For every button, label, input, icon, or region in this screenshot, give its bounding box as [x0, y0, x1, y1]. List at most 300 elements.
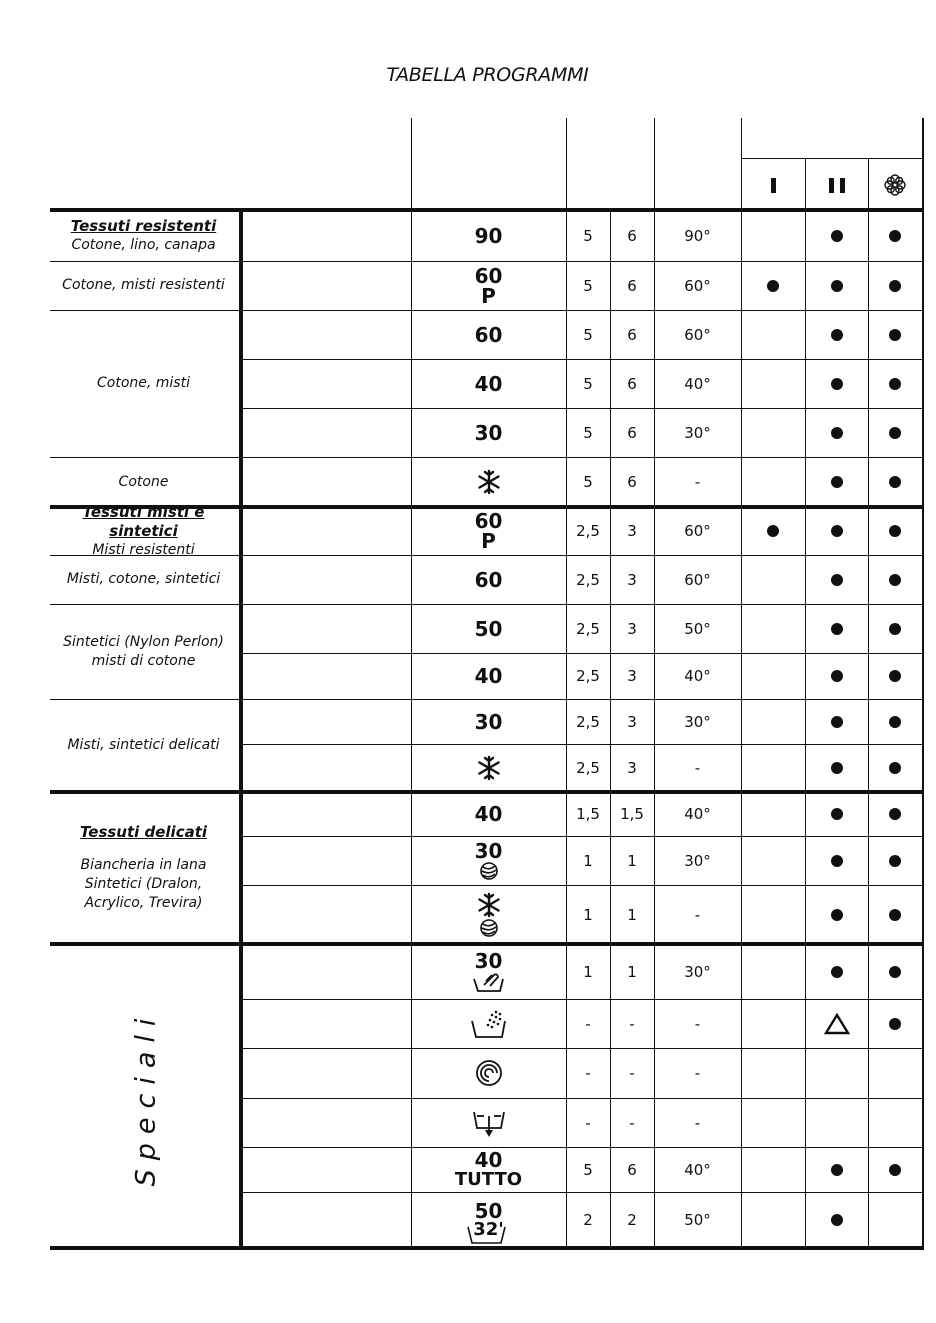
temperature-20	[654, 1192, 741, 1248]
load-cotton-3	[566, 359, 610, 408]
programme-code-10	[411, 699, 566, 744]
compartment-p3-10	[868, 699, 922, 744]
filled-dot-icon	[831, 574, 843, 586]
programme-code-14	[411, 885, 566, 944]
load-cotton-5	[566, 457, 610, 507]
load-cotton-18	[566, 1098, 610, 1147]
compartment-p1-11	[741, 744, 805, 792]
filled-dot-icon	[889, 762, 901, 774]
load-cotton-11	[566, 744, 610, 792]
programme-number: 90	[474, 223, 503, 248]
spin-icon	[475, 1059, 503, 1087]
programme-number: 60	[474, 263, 503, 288]
load-value: 1	[627, 905, 637, 924]
temperature-value: 40°	[684, 667, 711, 685]
load-cotton-17	[566, 1048, 610, 1098]
compartment-p1-5	[741, 457, 805, 507]
temperature-value: -	[694, 905, 701, 924]
filled-dot-icon	[831, 378, 843, 390]
load-value: 2,5	[576, 522, 600, 540]
category-text: Misti, sintetici delicati	[67, 737, 220, 753]
compartment-p2-5	[805, 457, 868, 507]
compartment-p2-19	[805, 1147, 868, 1192]
temperature-value: 90°	[684, 226, 711, 245]
filled-dot-icon	[889, 623, 901, 635]
programme-number: 30	[474, 420, 503, 445]
temperature-19	[654, 1147, 741, 1192]
filled-dot-icon	[889, 909, 901, 921]
load-value: 6	[627, 276, 637, 295]
load-value: 3	[627, 759, 637, 777]
filled-dot-icon	[831, 230, 843, 242]
filled-dot-icon	[831, 909, 843, 921]
compartment-p2-18	[805, 1098, 868, 1147]
compartment-p2-13	[805, 836, 868, 885]
compartment-p2-11	[805, 744, 868, 792]
programme-code-20	[411, 1192, 566, 1248]
compartment-p1-19	[741, 1147, 805, 1192]
category-heading: Tessuti misti e sintetici	[82, 502, 205, 540]
load-value: 5	[583, 423, 593, 442]
compartment-p1-10	[741, 699, 805, 744]
load-cotton-12	[566, 792, 610, 836]
temperature-18	[654, 1098, 741, 1147]
load-cotton-6	[566, 507, 610, 555]
compartment-p1-18	[741, 1098, 805, 1147]
filled-dot-icon	[889, 1164, 901, 1176]
programme-code-0	[411, 210, 566, 261]
load-value: 5	[583, 276, 593, 295]
temperature-value: 30°	[684, 423, 711, 442]
compartment-p2-10	[805, 699, 868, 744]
load-max-15	[610, 944, 654, 999]
load-value: 3	[627, 570, 637, 589]
programme-number: 40	[474, 371, 503, 396]
programme-number: 40	[474, 1147, 503, 1172]
filled-dot-icon	[831, 329, 843, 341]
category-6	[50, 604, 237, 699]
load-value: -	[585, 1014, 591, 1033]
load-max-17	[610, 1048, 654, 1098]
compartment-p3-19	[868, 1147, 922, 1192]
load-cotton-10	[566, 699, 610, 744]
load-value: 5	[583, 325, 593, 344]
temperature-1	[654, 261, 741, 310]
wool-icon	[478, 861, 500, 881]
load-cotton-19	[566, 1147, 610, 1192]
category-text: Cotone, lino, canapa	[71, 236, 216, 253]
compartment-p1-1	[741, 261, 805, 310]
compartment-p1-8	[741, 604, 805, 653]
compartment-p3-18	[868, 1098, 922, 1147]
header-sub-line	[741, 158, 924, 159]
programme-code-7	[411, 555, 566, 604]
temperature-6	[654, 507, 741, 555]
compartment-p2-8	[805, 604, 868, 653]
load-value: 1	[583, 962, 593, 981]
load-value: -	[629, 1064, 635, 1082]
load-value: 6	[627, 226, 637, 245]
load-value: 3	[627, 619, 637, 638]
compartment-p3-16	[868, 999, 922, 1048]
filled-dot-icon	[831, 476, 843, 488]
category-4	[50, 502, 237, 558]
filled-dot-icon	[767, 525, 779, 537]
temperature-9	[654, 653, 741, 699]
temperature-13	[654, 836, 741, 885]
compartment-p1-13	[741, 836, 805, 885]
category-text: Cotone	[118, 473, 169, 490]
filled-dot-icon	[831, 808, 843, 820]
load-max-1	[610, 261, 654, 310]
category-5	[50, 555, 237, 604]
category-3	[50, 457, 237, 507]
load-value: -	[585, 1113, 591, 1132]
category-text: Biancheria in lana Sintetici (Dralon, Acrylico, Trevira)	[80, 857, 207, 911]
compartment-p3-0	[868, 210, 922, 261]
filled-dot-icon	[831, 280, 843, 292]
compartment-p3-15	[868, 944, 922, 999]
filled-dot-icon	[767, 280, 779, 292]
filled-dot-icon	[831, 1214, 843, 1226]
category-0	[50, 210, 237, 261]
rinse-icon	[470, 1009, 508, 1039]
compartment-p3-3	[868, 359, 922, 408]
load-value: 2	[627, 1211, 637, 1229]
handwash-icon	[472, 971, 506, 993]
temperature-value: 60°	[684, 276, 711, 295]
compartment-p3-8	[868, 604, 922, 653]
compartment-p2-20	[805, 1192, 868, 1248]
header-col-2	[805, 160, 868, 210]
compartment-p2-1	[805, 261, 868, 310]
programme-code-16	[411, 999, 566, 1048]
load-max-13	[610, 836, 654, 885]
programme-code-11	[411, 744, 566, 792]
compartment-p3-5	[868, 457, 922, 507]
load-cotton-16	[566, 999, 610, 1048]
programme-code-2	[411, 310, 566, 359]
compartment-p2-14	[805, 885, 868, 944]
category-text: Cotone, misti	[97, 375, 190, 391]
load-max-4	[610, 408, 654, 457]
temperature-value: 40°	[684, 374, 711, 393]
load-max-5	[610, 457, 654, 507]
load-value: 1	[627, 851, 637, 870]
load-max-0	[610, 210, 654, 261]
load-cotton-1	[566, 261, 610, 310]
compartment-p3-12	[868, 792, 922, 836]
filled-dot-icon	[831, 1164, 843, 1176]
compartment-p2-7	[805, 555, 868, 604]
load-value: 5	[583, 473, 593, 491]
filled-dot-icon	[889, 280, 901, 292]
temperature-15	[654, 944, 741, 999]
filled-dot-icon	[889, 378, 901, 390]
snowflake-icon	[476, 469, 502, 495]
filled-dot-icon	[889, 574, 901, 586]
header-col-1	[741, 160, 805, 210]
filled-dot-icon	[831, 762, 843, 774]
compartment-p2-3	[805, 359, 868, 408]
programme-number: 30	[474, 838, 503, 863]
compartment-p3-7	[868, 555, 922, 604]
load-value: 6	[627, 423, 637, 442]
programme-number: 50	[474, 616, 503, 641]
programme-number: 40	[474, 664, 503, 688]
category-8	[50, 792, 237, 944]
compartment-p2-2	[805, 310, 868, 359]
compartment-p3-1	[868, 261, 922, 310]
compartment-p2-4	[805, 408, 868, 457]
load-value: 5	[583, 1160, 593, 1179]
load-cotton-7	[566, 555, 610, 604]
compartment-p1-17	[741, 1048, 805, 1098]
compartment-p3-9	[868, 653, 922, 699]
load-value: 2,5	[576, 570, 600, 589]
programme-code-19	[411, 1147, 566, 1192]
load-max-16	[610, 999, 654, 1048]
temperature-11	[654, 744, 741, 792]
load-value: 6	[627, 374, 637, 393]
programme-code-13	[411, 836, 566, 885]
wool-icon	[478, 918, 500, 938]
load-value: 1,5	[576, 805, 600, 823]
compartment-p1-14	[741, 885, 805, 944]
load-max-2	[610, 310, 654, 359]
load-value: 2	[583, 1211, 593, 1229]
programme-number: 60	[474, 509, 503, 533]
temperature-10	[654, 699, 741, 744]
compartment-p3-20	[868, 1192, 922, 1248]
temperature-value: 40°	[684, 1160, 711, 1179]
programme-sub: P	[481, 283, 496, 308]
compartment-p1-15	[741, 944, 805, 999]
load-value: 3	[627, 712, 637, 731]
filled-dot-icon	[831, 525, 843, 537]
load-max-18	[610, 1098, 654, 1147]
load-value: 3	[627, 522, 637, 540]
load-cotton-13	[566, 836, 610, 885]
header-divider	[922, 118, 924, 210]
temperature-value: 50°	[684, 619, 711, 638]
load-max-14	[610, 885, 654, 944]
load-value: 6	[627, 473, 637, 491]
load-value: 1	[627, 962, 637, 981]
filled-dot-icon	[889, 329, 901, 341]
programme-number: 40	[474, 802, 503, 826]
single-bar-icon	[771, 178, 776, 193]
load-cotton-8	[566, 604, 610, 653]
compartment-p1-20	[741, 1192, 805, 1248]
compartment-p1-6	[741, 507, 805, 555]
temperature-0	[654, 210, 741, 261]
load-value: 2,5	[576, 759, 600, 777]
load-value: 6	[627, 325, 637, 344]
load-cotton-15	[566, 944, 610, 999]
compartment-p1-0	[741, 210, 805, 261]
load-cotton-20	[566, 1192, 610, 1248]
load-value: 1,5	[620, 805, 644, 823]
load-max-10	[610, 699, 654, 744]
filled-dot-icon	[889, 670, 901, 682]
temperature-value: -	[694, 759, 701, 777]
category-text: Misti resistenti	[92, 541, 195, 558]
filled-dot-icon	[831, 966, 843, 978]
temperature-value: 60°	[684, 570, 711, 589]
compartment-p3-14	[868, 885, 922, 944]
triangle-icon	[824, 1013, 850, 1035]
filled-dot-icon	[889, 230, 901, 242]
header-divider	[411, 118, 412, 210]
category-2	[50, 310, 237, 457]
page-title: TABELLA PROGRAMMI	[386, 64, 589, 86]
programme-number: 60	[474, 567, 503, 592]
compartment-p3-17	[868, 1048, 922, 1098]
temperature-7	[654, 555, 741, 604]
load-cotton-2	[566, 310, 610, 359]
programme-code-4	[411, 408, 566, 457]
programme-code-3	[411, 359, 566, 408]
temperature-value: -	[694, 1113, 701, 1132]
filled-dot-icon	[831, 670, 843, 682]
load-max-3	[610, 359, 654, 408]
filled-dot-icon	[831, 427, 843, 439]
flower-icon	[883, 173, 907, 197]
load-max-12	[610, 792, 654, 836]
programme-code-1	[411, 261, 566, 310]
temperature-12	[654, 792, 741, 836]
temperature-14	[654, 885, 741, 944]
snowflake-icon	[476, 755, 502, 781]
temperature-value: 40°	[684, 805, 711, 823]
filled-dot-icon	[831, 716, 843, 728]
load-value: 1	[583, 905, 593, 924]
load-max-19	[610, 1147, 654, 1192]
compartment-p3-4	[868, 408, 922, 457]
programme-number: 50	[474, 1199, 503, 1223]
temperature-5	[654, 457, 741, 507]
compartment-p2-0	[805, 210, 868, 261]
load-cotton-0	[566, 210, 610, 261]
special-label: Speciali	[130, 1009, 162, 1187]
programme-code-6	[411, 507, 566, 555]
programme-code-9	[411, 653, 566, 699]
snowflake-icon	[476, 892, 502, 918]
programme-code-5	[411, 457, 566, 507]
temperature-value: 30°	[684, 962, 711, 981]
compartment-p2-15	[805, 944, 868, 999]
load-value: -	[629, 1014, 635, 1033]
category-text: Sintetici (Nylon Perlon) misti di cotone	[63, 633, 224, 669]
quick-time: 32'	[473, 1219, 504, 1240]
category-1	[50, 261, 237, 310]
drain-icon	[472, 1108, 506, 1138]
programme-code-17	[411, 1048, 566, 1098]
category-heading: Tessuti delicati	[79, 823, 208, 841]
temperature-value: -	[694, 473, 701, 491]
programme-number: 60	[474, 322, 503, 347]
filled-dot-icon	[889, 525, 901, 537]
category-heading: Tessuti resistenti	[70, 216, 217, 235]
compartment-p1-2	[741, 310, 805, 359]
temperature-value: 60°	[684, 522, 711, 540]
load-max-11	[610, 744, 654, 792]
filled-dot-icon	[889, 427, 901, 439]
filled-dot-icon	[889, 966, 901, 978]
load-max-9	[610, 653, 654, 699]
load-max-8	[610, 604, 654, 653]
compartment-p1-7	[741, 555, 805, 604]
compartment-p2-12	[805, 792, 868, 836]
category-text: Misti, cotone, sintetici	[66, 571, 221, 587]
temperature-value: 30°	[684, 712, 711, 731]
temperature-value: 30°	[684, 851, 711, 870]
load-value: 2,5	[576, 619, 600, 638]
filled-dot-icon	[889, 716, 901, 728]
filled-dot-icon	[831, 623, 843, 635]
load-max-6	[610, 507, 654, 555]
load-max-7	[610, 555, 654, 604]
temperature-16	[654, 999, 741, 1048]
temperature-2	[654, 310, 741, 359]
compartment-p2-16	[805, 999, 868, 1048]
filled-dot-icon	[889, 808, 901, 820]
programme-sub: P	[481, 529, 496, 553]
compartment-p2-17	[805, 1048, 868, 1098]
load-value: 6	[627, 1160, 637, 1179]
compartment-p3-6	[868, 507, 922, 555]
load-max-20	[610, 1192, 654, 1248]
filled-dot-icon	[889, 855, 901, 867]
temperature-value: 50°	[684, 1211, 711, 1229]
programme-number: 30	[474, 948, 503, 973]
category-text: Cotone, misti resistenti	[62, 277, 225, 293]
load-cotton-9	[566, 653, 610, 699]
compartment-p1-3	[741, 359, 805, 408]
header-divider	[566, 118, 567, 210]
programme-code-8	[411, 604, 566, 653]
quick-wash-icon	[473, 1221, 504, 1239]
programme-code-15	[411, 944, 566, 999]
compartment-p1-9	[741, 653, 805, 699]
filled-dot-icon	[889, 476, 901, 488]
temperature-value: -	[694, 1064, 701, 1082]
load-value: 2,5	[576, 712, 600, 731]
category-divider	[239, 210, 243, 1248]
category-7	[50, 699, 237, 792]
temperature-8	[654, 604, 741, 653]
load-value: 1	[583, 851, 593, 870]
compartment-p2-9	[805, 653, 868, 699]
load-cotton-4	[566, 408, 610, 457]
compartment-p3-11	[868, 744, 922, 792]
compartment-p3-2	[868, 310, 922, 359]
compartment-p1-4	[741, 408, 805, 457]
temperature-value: 60°	[684, 325, 711, 344]
temperature-17	[654, 1048, 741, 1098]
header-col-3	[868, 160, 922, 210]
column-divider	[922, 210, 924, 1248]
compartment-p1-16	[741, 999, 805, 1048]
load-value: -	[585, 1064, 591, 1082]
load-value: 3	[627, 667, 637, 685]
compartment-p2-6	[805, 507, 868, 555]
programme-sub: TUTTO	[454, 1168, 523, 1190]
load-value: -	[629, 1113, 635, 1132]
temperature-value: -	[694, 1014, 701, 1033]
header-divider	[654, 118, 655, 210]
